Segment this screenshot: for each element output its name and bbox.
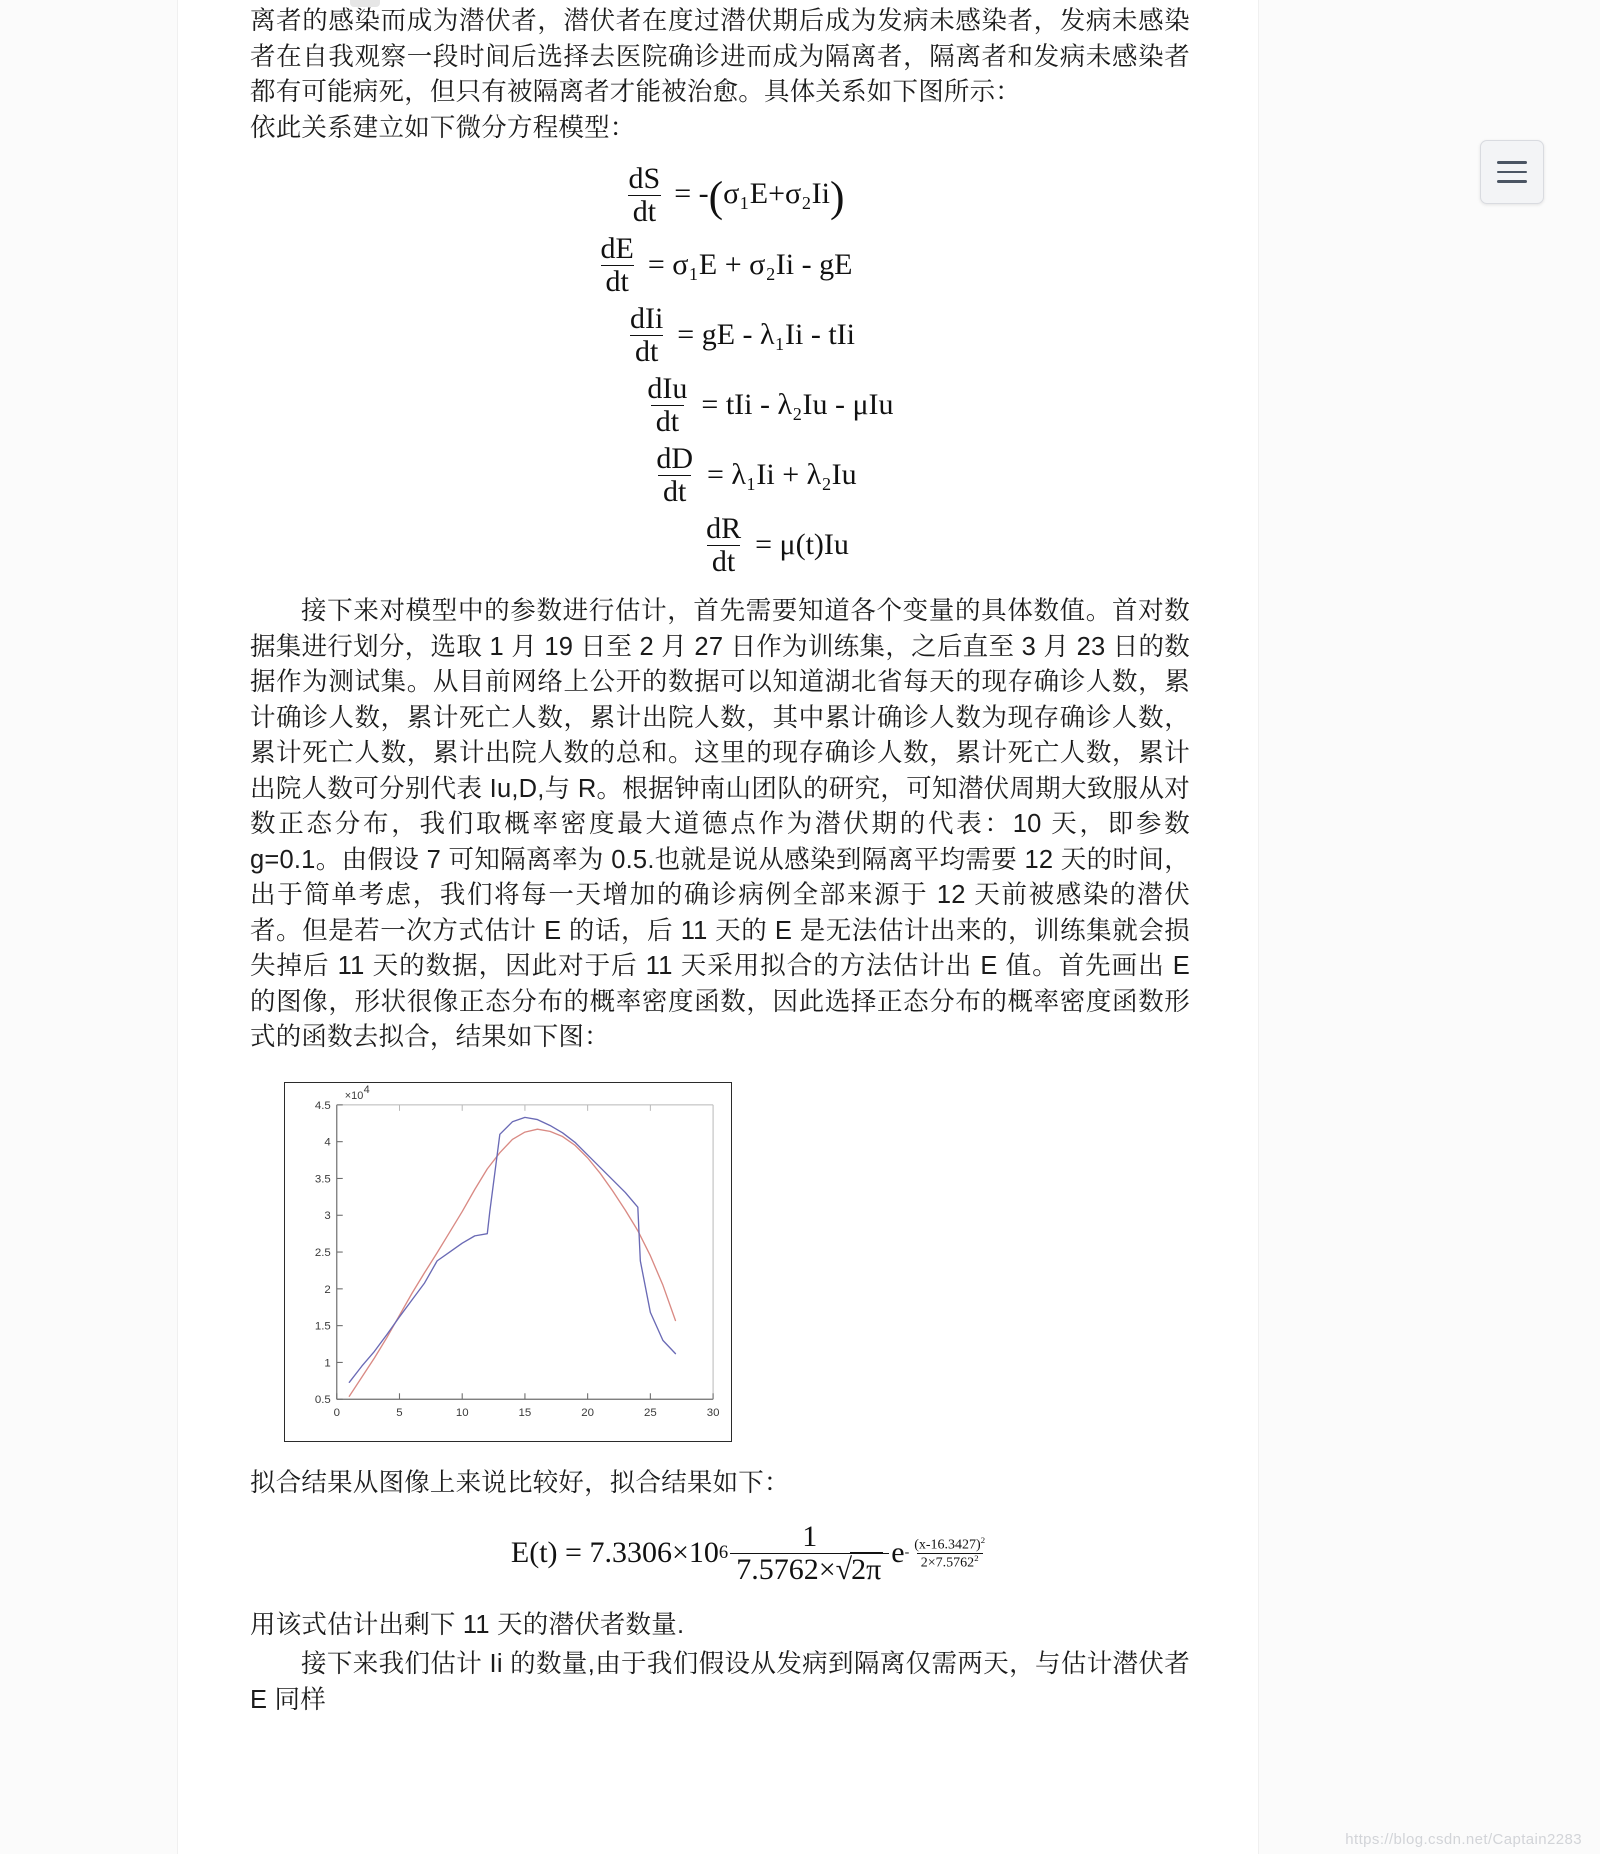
y-tick-label: 0.5	[314, 1393, 331, 1406]
equation-expression: σ₁E+σ₂Ii	[723, 176, 830, 210]
equation-dR-dt	[250, 510, 1190, 580]
hamburger-line-top	[1497, 161, 1527, 163]
equation-numerator: dE	[600, 232, 634, 266]
paragraph-parameter-estimation: 接下来对模型中的参数进行估计，首先需要知道各个变量的具体数值。首对数据集进行划分，选取 1 月 19 日至 2 月 27 日作为训练集，之后直至 3 月 23 日的数据作为测试集。从目前网络上公开的数据可以知道湖北省每天的现存确诊人数，累计确诊人数，累计死亡人数，累计出院人数，其中累计确诊人数为现存确诊人数，累计死亡人数，累计出院人数的总和。这里的现存确诊人数，累计死亡人数，累计出院人数可分别代表 Iu,D,与 R。根据钟南山团队的研究，可知潜伏周期大致服从对数正态分布，我们取概率密度最大道德点作为潜伏期的代表：10 天，即参数 g=0.1。由假设 7 可知隔离率为 0.5.也就是说从感染到隔离平均需要 12 天的时间，出于简单考虑，我们将每一天增加的确诊病例全部来源于 12 天前被感染的潜伏者。但是若一次方式估计 E 的话，后 11 天的 E 是无法估计出来的，训练集就会损失掉后 11 天的数据，因此对于后 11 天采用拟合的方法估计出 E 值。首先画出 E 的图像，形状很像正态分布的概率密度函数，因此选择正态分布的概率密度函数形式的函数去拟合，结果如下图：	[250, 597, 1190, 1051]
equation-dD-dt	[250, 440, 1190, 510]
y-tick-label: 3	[324, 1209, 331, 1222]
fit-formula	[250, 1521, 1190, 1586]
y-tick-label: 4	[324, 1136, 331, 1149]
chart-y-tick-labels	[315, 1099, 332, 1405]
paragraph-next-step: 接下来我们估计 Ii 的数量,由于我们假设从发病到隔离仅需两天，与估计潜伏者 E 同样	[250, 1650, 1190, 1714]
formula-e-base: e	[891, 1536, 905, 1570]
y-tick-label: 2.5	[314, 1246, 331, 1259]
equation-right-side: = σ₁E + σ₂Ii - gE	[647, 248, 853, 281]
fraction-dS-dt	[624, 163, 666, 226]
equation-dS-dt	[250, 160, 1190, 230]
differential-equation-system	[250, 160, 1190, 580]
watermark-text: https://blog.csdn.net/Captain2283	[1345, 1831, 1582, 1848]
equation-numerator: dD	[656, 442, 693, 476]
formula-exponent-den-text: 2×7.5762	[920, 1555, 975, 1571]
equation-right-side: = gE - λ₁Ii - tIi	[677, 318, 856, 351]
chart-axes	[337, 1104, 713, 1398]
y-scale-exponent: 4	[363, 1083, 370, 1096]
equation-denominator: dt	[651, 405, 684, 437]
text-column	[250, 0, 1190, 1718]
x-tick-label: 25	[643, 1406, 657, 1419]
paragraph-intro: 离者的感染而成为潜伏者，潜伏者在度过潜伏期后成为发病未感染者，发病未感染者在自我观察一段时间后选择去医院确诊进而成为隔离者，隔离者和发病未感染者都有可能病死，但只有被隔离者才能被治愈。具体关系如下图所示：	[250, 7, 1190, 106]
figure-e-fit	[250, 1082, 1190, 1442]
equation-denominator: dt	[707, 545, 740, 577]
fraction-dD-dt	[651, 443, 698, 506]
fraction-dIi-dt	[625, 303, 668, 366]
y-tick-label: 3.5	[314, 1172, 331, 1185]
equation-denominator: dt	[628, 195, 661, 227]
x-tick-label: 10	[455, 1406, 469, 1419]
hamburger-line-middle	[1497, 171, 1527, 173]
menu-button[interactable]	[1480, 140, 1544, 204]
equation-right-side: = λ₁Ii + λ₂Iu	[707, 458, 857, 491]
close-paren: )	[829, 172, 845, 221]
y-tick-label: 1.5	[314, 1320, 331, 1333]
formula-exponent-num-power: 2	[980, 1534, 986, 1545]
y-tick-label: 2	[324, 1283, 331, 1296]
formula-exponent-sign: -	[904, 1545, 910, 1561]
equation-right-side: = tIi - λ₂Iu - μIu	[701, 388, 894, 421]
paragraph-estimate-remaining: 用该式估计出剩下 11 天的潜伏者数量.	[250, 1610, 685, 1639]
equation-dIi-dt	[250, 300, 1190, 370]
equation-denominator: dt	[658, 475, 691, 507]
formula-fraction-numerator: 1	[802, 1520, 818, 1553]
y-tick-label: 1	[324, 1356, 331, 1369]
x-tick-label: 5	[396, 1406, 403, 1419]
paragraph-model-lead: 依此关系建立如下微分方程模型：	[250, 113, 636, 142]
equation-right-side: = μ(t)Iu	[755, 528, 849, 561]
equation-dIu-dt	[250, 370, 1190, 440]
chart-x-tick-labels	[334, 1407, 720, 1419]
fraction-dE-dt	[596, 233, 639, 296]
formula-power: 6	[718, 1542, 729, 1564]
equation-numerator: dIu	[647, 372, 688, 406]
equation-sign: = -	[674, 176, 709, 210]
y-scale-multiplier: ×10	[344, 1089, 364, 1102]
x-tick-label: 20	[581, 1406, 595, 1419]
equation-dE-dt	[250, 230, 1190, 300]
chart-container	[284, 1082, 732, 1442]
paragraph-fit-result: 拟合结果从图像上来说比较好，拟合结果如下：	[250, 1468, 790, 1497]
formula-fraction	[730, 1521, 889, 1586]
document-page	[178, 0, 1258, 1854]
sqrt-symbol: √2π	[835, 1552, 882, 1586]
formula-lhs: E(t) = 7.3306×10	[510, 1536, 719, 1570]
equation-denominator: dt	[601, 265, 634, 297]
formula-exponent	[910, 1536, 989, 1571]
equation-right-side	[674, 172, 845, 221]
equation-numerator: dR	[706, 512, 742, 546]
formula-fraction-denominator	[730, 1553, 889, 1586]
formula-exponent-numerator	[910, 1536, 989, 1553]
x-tick-label: 30	[706, 1406, 720, 1419]
sqrt-radicand: 2π	[851, 1552, 882, 1586]
formula-sigma-factor: 7.5762×	[736, 1552, 836, 1586]
fraction-dIu-dt	[642, 373, 692, 436]
chart-series-fitted	[349, 1129, 675, 1396]
formula-exponent-num-text: (x-16.3427)	[914, 1537, 981, 1553]
x-tick-label: 15	[518, 1406, 532, 1419]
hamburger-line-bottom	[1497, 180, 1527, 182]
formula-exponent-denominator	[917, 1553, 983, 1571]
y-tick-label: 4.5	[314, 1099, 331, 1112]
line-chart	[285, 1083, 731, 1441]
equation-numerator: dS	[628, 162, 661, 196]
chart-y-ticks	[337, 1104, 343, 1398]
formula-exponent-den-power: 2	[974, 1552, 979, 1563]
chart-x-ticks	[337, 1104, 713, 1398]
x-tick-label: 0	[333, 1406, 340, 1419]
equation-denominator: dt	[630, 335, 663, 367]
chart-series-estimated	[349, 1117, 675, 1382]
open-paren: (	[708, 172, 724, 221]
chart-scale-label	[345, 1083, 370, 1101]
fraction-dR-dt	[701, 513, 746, 576]
equation-numerator: dIi	[629, 302, 664, 336]
